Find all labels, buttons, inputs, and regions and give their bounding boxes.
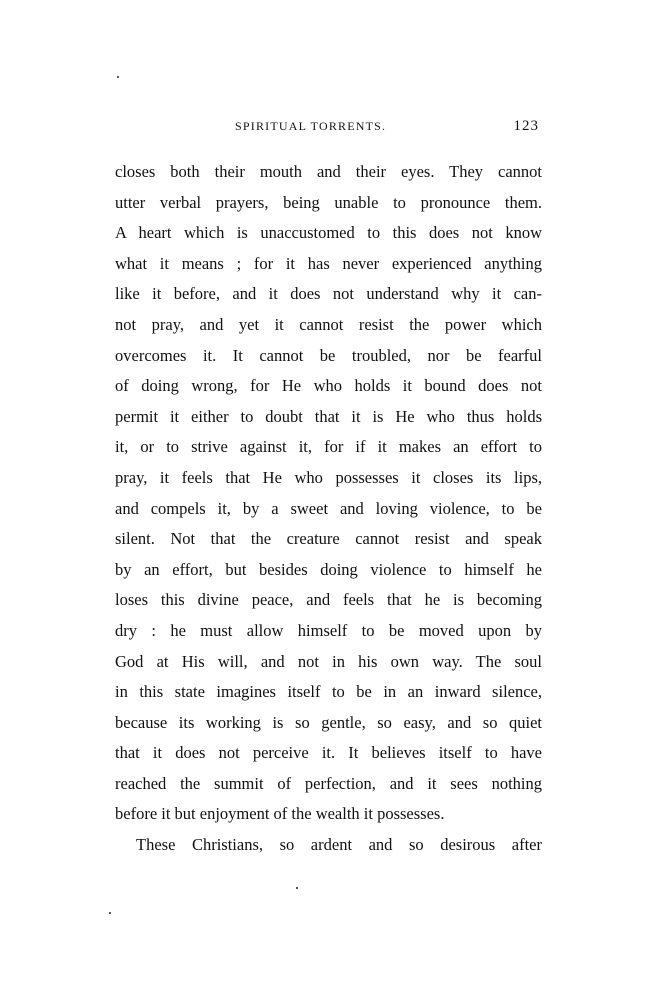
text-line: that it does not perceive it. It believes itself to have bbox=[115, 743, 542, 763]
print-speck bbox=[296, 887, 298, 889]
text-line: dry : he must allow himself to be moved upon by bbox=[115, 620, 542, 640]
running-title: SPIRITUAL TORRENTS. bbox=[235, 119, 387, 133]
text-line: of doing wrong, for He who holds it bound does not bbox=[115, 376, 542, 396]
text-line: permit it either to doubt that it is He who thus holds bbox=[115, 406, 542, 426]
text-line: overcomes it. It cannot be troubled, nor be fearful bbox=[115, 345, 542, 365]
text-line: by an effort, but besides doing violence to himself he bbox=[115, 559, 542, 579]
text-line: These Christians, so ardent and so desirous after bbox=[136, 835, 542, 855]
paragraph bbox=[115, 157, 542, 830]
text-line: closes both their mouth and their eyes. They cannot bbox=[115, 162, 542, 181]
print-speck bbox=[109, 912, 111, 914]
text-line: loses this divine peace, and feels that he is becoming bbox=[115, 590, 542, 610]
text-line: in this state imagines itself to be in an inward silence, bbox=[115, 682, 542, 702]
text-line: utter verbal prayers, being unable to pronounce them. bbox=[115, 192, 542, 212]
text-line: it, or to strive against it, for if it makes an effort to bbox=[115, 437, 542, 457]
body-text bbox=[115, 157, 542, 861]
text-line: and compels it, by a sweet and loving violence, to be bbox=[115, 498, 542, 518]
text-line: A heart which is unaccustomed to this does not know bbox=[115, 223, 542, 243]
text-line: silent. Not that the creature cannot resist and speak bbox=[115, 529, 542, 549]
text-line: because its working is so gentle, so easy, and so quiet bbox=[115, 712, 542, 732]
paragraph bbox=[115, 830, 542, 861]
text-line: God at His will, and not in his own way. The soul bbox=[115, 651, 542, 671]
text-line: what it means ; for it has never experienced anything bbox=[115, 253, 542, 273]
page-number: 123 bbox=[513, 118, 539, 134]
print-speck bbox=[117, 76, 119, 78]
text-line: before it but enjoyment of the wealth it possesses. bbox=[115, 804, 445, 824]
running-head bbox=[115, 119, 542, 139]
text-line: not pray, and yet it cannot resist the power which bbox=[115, 314, 542, 334]
text-line: reached the summit of perfection, and it sees nothing bbox=[115, 773, 542, 793]
text-line: pray, it feels that He who possesses it closes its lips, bbox=[115, 467, 542, 487]
text-line: like it before, and it does not understand why it can- bbox=[115, 284, 542, 304]
